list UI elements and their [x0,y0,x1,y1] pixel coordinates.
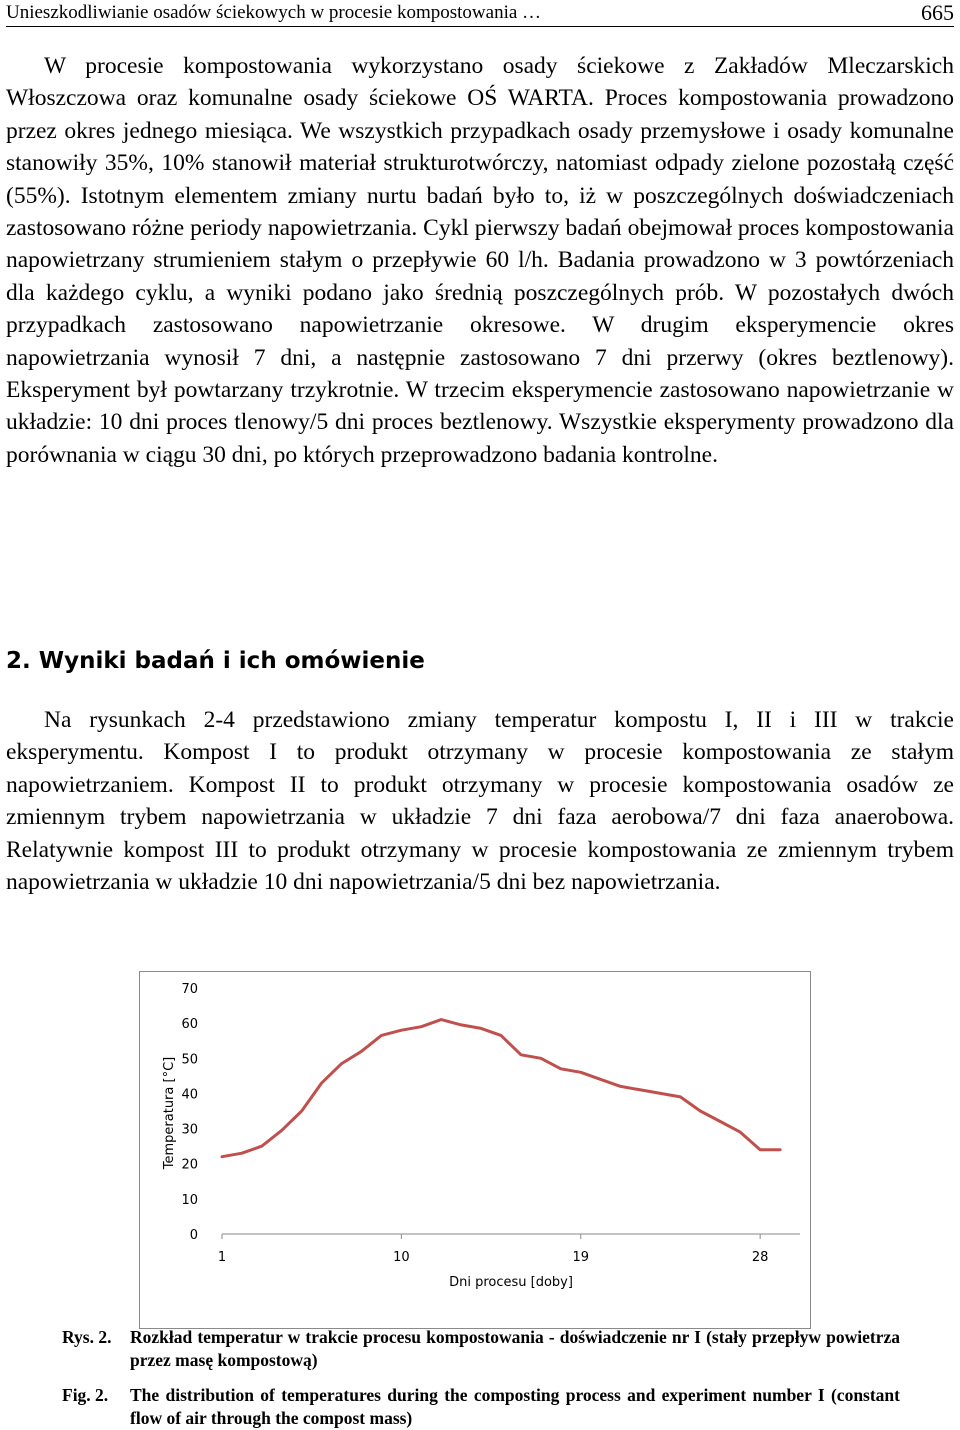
chart-svg [140,972,810,1328]
temperature-chart [139,971,811,1329]
caption-text-en: The distribution of temperatures during the composting process and experiment number I (constant flow of air through the compost mass) [130,1385,900,1428]
x-tick-label: 28 [751,1250,769,1265]
y-tick-label: 10 [181,1192,198,1208]
caption-text-pl: Rozkład temperatur w trakcie procesu kompostowania - doświadczenie nr I (stały przepływ powietrza przez masę kompostową) [130,1327,900,1370]
y-axis-label: Temperatura [°C] [162,1056,177,1170]
page-number: 665 [921,0,954,25]
x-tick-label: 19 [572,1250,590,1265]
y-tick-label: 40 [181,1087,198,1103]
y-tick-label: 70 [181,982,198,997]
running-head [6,0,954,27]
x-axis-label: Dni procesu [doby] [449,1275,573,1290]
y-tick-label: 0 [189,1228,198,1243]
caption-label-en: Fig. 2. [62,1385,109,1405]
x-tick-label: 10 [393,1250,410,1265]
y-tick-label: 30 [181,1122,198,1138]
section-title: Wyniki badań i ich omówienie [38,648,425,674]
body-paragraph-1: W procesie kompostowania wykorzystano osady ściekowe z Zakładów Mleczarskich Włoszczowa oraz komunalne osady ściekowe OŚ WARTA. Proces kompostowania prowadzono przez okres jednego miesiąca. We wszystkich przypadkach osady przemysłowe i osady komunalne stanowiły 35%, 10% stanowił materiał strukturotwórczy, natomiast odpady zielone pozostałą część (55%). Istotnym elementem zmiany nurtu badań było to, iż w poszczególnych doświadczeniach zastosowano różne periody napowietrzania. Cykl pierwszy badań obejmował proces kompostowania napowietrzany strumieniem stałym o przepływie 60 l/h. Badania prowadzono w 3 powtórzeniach dla każdego cyklu, a wyniki podano jako średnią poszczególnych prób. W pozostałych dwóch przypadkach zastosowano napowietrzanie okresowe. W drugim eksperymencie okres napowietrzania wynosił 7 dni, a następnie zastosowano 7 dni przerwy (okres beztlenowy). Eksperyment był powtarzany trzykrotnie. W trzecim eksperymencie zastosowano napowietrzanie w układzie: 10 dni proces tlenowy/5 dni proces beztlenowy. Wszystkie eksperymenty prowadzono dla porównania w ciągu 30 dni, po których przeprowadzono badania kontrolne. [6,53,954,468]
x-tick-label: 1 [217,1250,227,1265]
section-number: 2. [6,648,31,674]
temperature-series-line [222,1020,780,1157]
y-tick-label: 20 [181,1157,198,1173]
running-head-title: Unieszkodliwianie osadów ściekowych w procesie kompostowania … [6,2,542,23]
caption-label-pl: Rys. 2. [62,1327,112,1347]
y-tick-label: 60 [181,1017,198,1033]
section-heading [6,645,425,677]
y-tick-label: 50 [181,1052,198,1068]
body-paragraph-2: Na rysunkach 2-4 przedstawiono zmiany temperatur kompostu I, II i III w trakcie eksperymentu. Kompost I to produkt otrzymany w procesie kompostowania ze stałym napowietrzaniem. Kompost II to produkt otrzymany w procesie kompostowania osadów ze zmiennym trybem napowietrzania w układzie 7 dni faza aerobowa/7 dni faza anaerobowa. Relatywnie kompost III to produkt otrzymany w procesie kompostowania ze zmiennym trybem napowietrzania w układzie 10 dni napowietrzania/5 dni bez napowietrzania. [6,707,954,896]
